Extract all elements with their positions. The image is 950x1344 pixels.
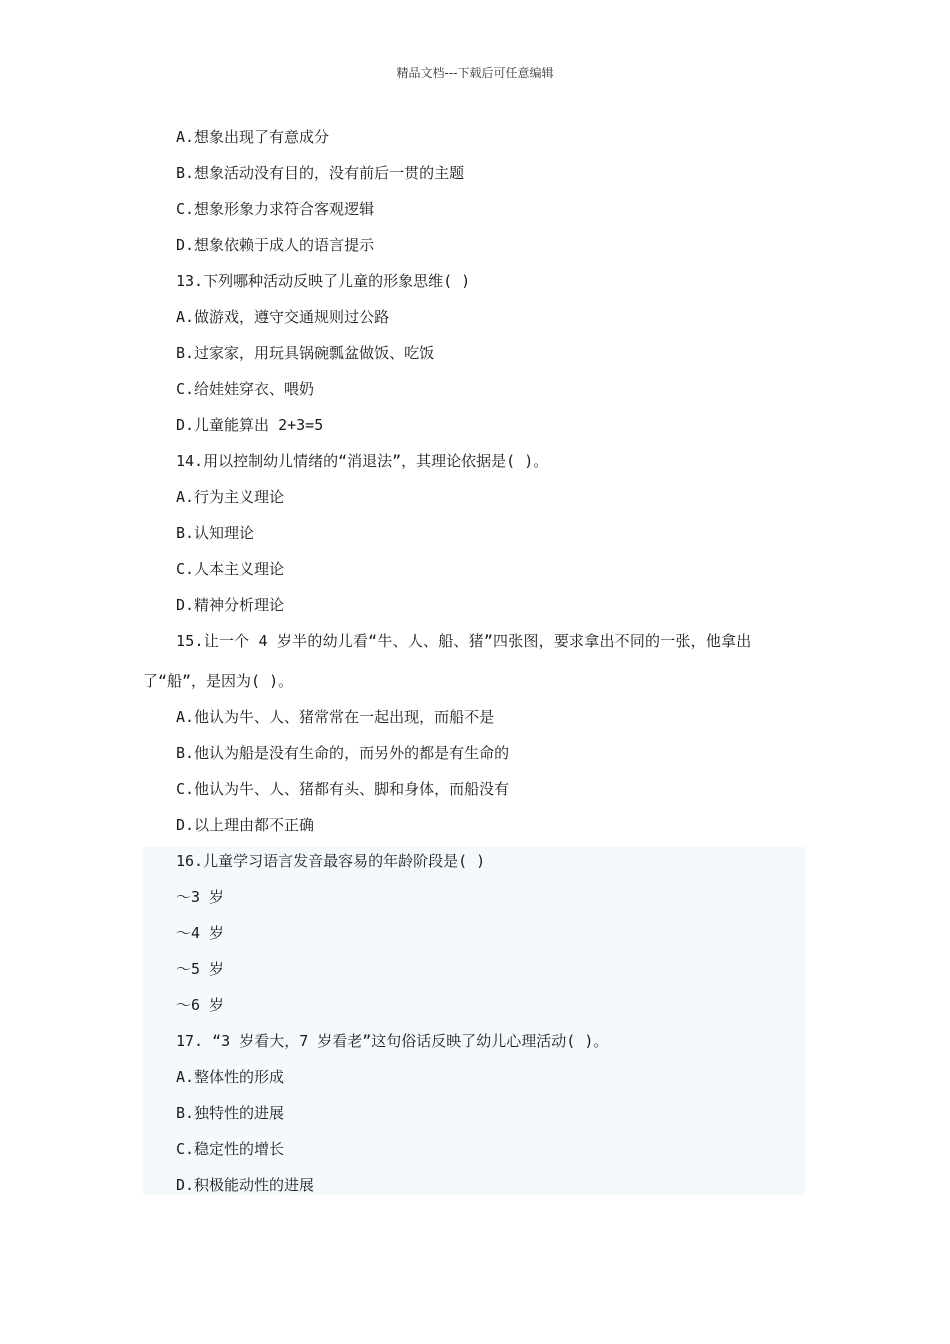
q12-option-a: A.想象出现了有意成分: [176, 128, 330, 146]
q12-option-d: D.想象依赖于成人的语言提示: [176, 236, 375, 254]
q13-option-c: C.给娃娃穿衣、喂奶: [176, 380, 315, 398]
q14-option-a: A.行为主义理论: [176, 488, 285, 506]
q17-option-c: C.稳定性的增长: [176, 1140, 285, 1158]
page-header: 精品文档---下载后可任意编辑: [396, 66, 554, 80]
q12-option-b: B.想象活动没有目的，没有前后一贯的主题: [176, 164, 465, 182]
q14-option-d: D.精神分析理论: [176, 596, 285, 614]
q13-stem: 13.下列哪种活动反映了儿童的形象思维( ): [176, 272, 471, 290]
q13-option-d: D.儿童能算出 2+3=5: [176, 416, 324, 434]
q15-option-c: C.他认为牛、人、猪都有头、脚和身体，而船没有: [176, 780, 510, 798]
q12-option-c: C.想象形象力求符合客观逻辑: [176, 200, 375, 218]
q17-option-b: B.独特性的进展: [176, 1104, 285, 1122]
q17-option-d: D.积极能动性的进展: [176, 1176, 315, 1194]
q17-stem: 17. “3 岁看大，7 岁看老”这句俗话反映了幼儿心理活动( )。: [176, 1032, 609, 1050]
q13-option-b: B.过家家，用玩具锅碗瓢盆做饭、吃饭: [176, 344, 435, 362]
q16-option-4: ～6 岁: [176, 996, 225, 1014]
q16-stem: 16.儿童学习语言发音最容易的年龄阶段是( ): [176, 852, 486, 870]
q14-stem: 14.用以控制幼儿情绪的“消退法”，其理论依据是( )。: [176, 452, 549, 470]
q16-option-3: ～5 岁: [176, 960, 225, 978]
q15-option-b: B.他认为船是没有生命的，而另外的都是有生命的: [176, 744, 510, 762]
q16-option-2: ～4 岁: [176, 924, 225, 942]
q15-stem-line1: 15.让一个 4 岁半的幼儿看“牛、人、船、猪”四张图，要求拿出不同的一张，他拿出: [176, 632, 752, 650]
q15-option-a: A.他认为牛、人、猪常常在一起出现，而船不是: [176, 708, 495, 726]
q14-option-b: B.认知理论: [176, 524, 255, 542]
q15-option-d: D.以上理由都不正确: [176, 816, 315, 834]
q16-option-1: ～3 岁: [176, 888, 225, 906]
q15-stem-line2: 了“船”，是因为( )。: [143, 672, 294, 690]
q13-option-a: A.做游戏，遵守交通规则过公路: [176, 308, 390, 326]
q14-option-c: C.人本主义理论: [176, 560, 285, 578]
q17-option-a: A.整体性的形成: [176, 1068, 285, 1086]
